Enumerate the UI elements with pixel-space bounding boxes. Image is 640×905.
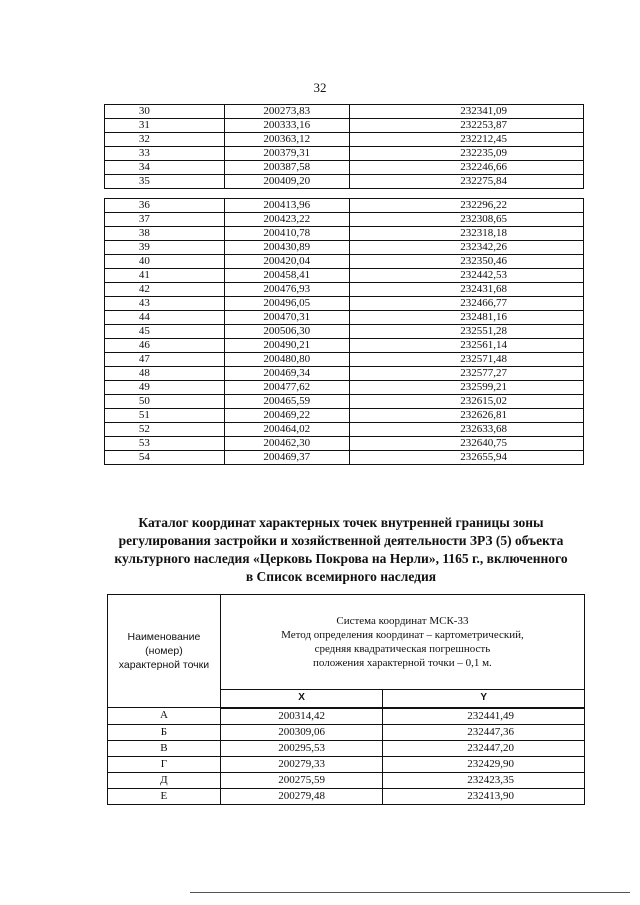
top-cell-num: 35 bbox=[105, 175, 225, 189]
top-row bbox=[105, 161, 584, 175]
point-cell-x: 200314,42 bbox=[220, 708, 383, 725]
heading-line-4: в Список всемирного наследия bbox=[245, 569, 437, 584]
catalog-heading bbox=[96, 514, 586, 586]
main-cell-num: 50 bbox=[105, 395, 225, 409]
top-cell-y: 232341,09 bbox=[349, 105, 583, 119]
main-cell-y: 232466,77 bbox=[349, 297, 583, 311]
main-cell-y: 232350,46 bbox=[349, 255, 583, 269]
main-cell-num: 53 bbox=[105, 437, 225, 451]
main-cell-x: 200506,30 bbox=[224, 325, 349, 339]
point-cell-x: 200295,53 bbox=[220, 740, 383, 756]
main-cell-y: 232633,68 bbox=[349, 423, 583, 437]
top-cell-num: 34 bbox=[105, 161, 225, 175]
main-cell-x: 200420,04 bbox=[224, 255, 349, 269]
main-row bbox=[105, 437, 584, 451]
main-cell-x: 200496,05 bbox=[224, 297, 349, 311]
main-cell-y: 232599,21 bbox=[349, 381, 583, 395]
main-cell-num: 36 bbox=[105, 199, 225, 213]
main-row bbox=[105, 339, 584, 353]
header-right-line-4: положения характерной точки – 0,1 м. bbox=[313, 657, 492, 670]
main-cell-y: 232615,02 bbox=[349, 395, 583, 409]
main-cell-y: 232577,27 bbox=[349, 367, 583, 381]
header-point-name bbox=[108, 595, 221, 708]
main-cell-num: 48 bbox=[105, 367, 225, 381]
main-cell-y: 232561,14 bbox=[349, 339, 583, 353]
main-cell-y: 232551,28 bbox=[349, 325, 583, 339]
top-cell-x: 200333,16 bbox=[224, 119, 349, 133]
main-cell-y: 232571,48 bbox=[349, 353, 583, 367]
main-cell-x: 200465,59 bbox=[224, 395, 349, 409]
main-row bbox=[105, 269, 584, 283]
main-cell-x: 200490,21 bbox=[224, 339, 349, 353]
main-cell-num: 41 bbox=[105, 269, 225, 283]
point-cell-x: 200275,59 bbox=[220, 772, 383, 788]
main-cell-y: 232318,18 bbox=[349, 227, 583, 241]
main-row bbox=[105, 255, 584, 269]
top-cell-x: 200409,20 bbox=[224, 175, 349, 189]
point-row bbox=[108, 708, 585, 725]
heading-line-3: культурного наследия «Церковь Покрова на Нерли», 1165 г., включенного bbox=[114, 551, 568, 566]
main-cell-y: 232442,53 bbox=[349, 269, 583, 283]
main-cell-num: 52 bbox=[105, 423, 225, 437]
main-cell-num: 40 bbox=[105, 255, 225, 269]
main-cell-x: 200464,02 bbox=[224, 423, 349, 437]
main-row bbox=[105, 423, 584, 437]
top-cell-y: 232253,87 bbox=[349, 119, 583, 133]
main-cell-x: 200469,34 bbox=[224, 367, 349, 381]
main-row bbox=[105, 353, 584, 367]
main-cell-y: 232431,68 bbox=[349, 283, 583, 297]
main-cell-y: 232640,75 bbox=[349, 437, 583, 451]
main-cell-num: 51 bbox=[105, 409, 225, 423]
point-cell-y: 232441,49 bbox=[383, 708, 585, 725]
main-cell-num: 43 bbox=[105, 297, 225, 311]
header-right-line-2: Метод определения координат – картометрический, bbox=[281, 629, 524, 642]
point-cell-name: Б bbox=[108, 724, 221, 740]
main-cell-y: 232296,22 bbox=[349, 199, 583, 213]
main-cell-num: 38 bbox=[105, 227, 225, 241]
point-cell-x: 200279,48 bbox=[220, 788, 383, 804]
main-row bbox=[105, 283, 584, 297]
main-row bbox=[105, 381, 584, 395]
main-cell-x: 200476,93 bbox=[224, 283, 349, 297]
top-cell-x: 200379,31 bbox=[224, 147, 349, 161]
main-row bbox=[105, 227, 584, 241]
top-cell-x: 200363,12 bbox=[224, 133, 349, 147]
main-cell-x: 200469,37 bbox=[224, 451, 349, 465]
point-row bbox=[108, 772, 585, 788]
point-cell-name: Г bbox=[108, 756, 221, 772]
main-cell-num: 47 bbox=[105, 353, 225, 367]
main-cell-y: 232342,26 bbox=[349, 241, 583, 255]
point-cell-name: Е bbox=[108, 788, 221, 804]
main-row bbox=[105, 297, 584, 311]
point-cell-x: 200309,06 bbox=[220, 724, 383, 740]
header-left-line-3: характерной точки bbox=[118, 659, 210, 671]
main-cell-x: 200430,89 bbox=[224, 241, 349, 255]
point-row bbox=[108, 740, 585, 756]
top-cell-num: 30 bbox=[105, 105, 225, 119]
point-cell-name: Д bbox=[108, 772, 221, 788]
main-cell-x: 200470,31 bbox=[224, 311, 349, 325]
main-row bbox=[105, 199, 584, 213]
coordinates-table-top bbox=[104, 104, 584, 189]
main-row bbox=[105, 409, 584, 423]
top-cell-y: 232212,45 bbox=[349, 133, 583, 147]
main-cell-y: 232626,81 bbox=[349, 409, 583, 423]
main-cell-x: 200423,22 bbox=[224, 213, 349, 227]
top-cell-y: 232235,09 bbox=[349, 147, 583, 161]
points-catalog-table bbox=[107, 594, 585, 805]
main-cell-x: 200413,96 bbox=[224, 199, 349, 213]
main-row bbox=[105, 367, 584, 381]
header-right-line-3: средняя квадратическая погрешность bbox=[314, 643, 491, 656]
main-row bbox=[105, 213, 584, 227]
main-cell-num: 42 bbox=[105, 283, 225, 297]
main-cell-num: 45 bbox=[105, 325, 225, 339]
main-cell-num: 39 bbox=[105, 241, 225, 255]
top-row bbox=[105, 105, 584, 119]
point-cell-y: 232447,36 bbox=[383, 724, 585, 740]
main-cell-x: 200410,78 bbox=[224, 227, 349, 241]
main-cell-num: 44 bbox=[105, 311, 225, 325]
main-row bbox=[105, 451, 584, 465]
main-cell-num: 46 bbox=[105, 339, 225, 353]
main-cell-y: 232481,16 bbox=[349, 311, 583, 325]
heading-line-1: Каталог координат характерных точек внутренней границы зоны bbox=[138, 515, 544, 530]
main-cell-x: 200469,22 bbox=[224, 409, 349, 423]
main-cell-x: 200480,80 bbox=[224, 353, 349, 367]
header-left-line-2: (номер) bbox=[145, 645, 183, 657]
point-cell-name: А bbox=[108, 708, 221, 725]
point-cell-x: 200279,33 bbox=[220, 756, 383, 772]
point-row bbox=[108, 724, 585, 740]
header-y: Y bbox=[383, 690, 585, 708]
top-row bbox=[105, 147, 584, 161]
point-cell-y: 232413,90 bbox=[383, 788, 585, 804]
main-cell-y: 232308,65 bbox=[349, 213, 583, 227]
top-cell-x: 200387,58 bbox=[224, 161, 349, 175]
header-left-line-1: Наименование bbox=[127, 631, 201, 643]
main-cell-num: 54 bbox=[105, 451, 225, 465]
point-cell-y: 232423,35 bbox=[383, 772, 585, 788]
header-coordinate-system bbox=[220, 595, 584, 690]
point-cell-name: В bbox=[108, 740, 221, 756]
page-number: 32 bbox=[313, 80, 327, 95]
top-cell-y: 232246,66 bbox=[349, 161, 583, 175]
top-cell-num: 32 bbox=[105, 133, 225, 147]
main-cell-y: 232655,94 bbox=[349, 451, 583, 465]
main-cell-x: 200458,41 bbox=[224, 269, 349, 283]
header-right-line-1: Система координат МСК-33 bbox=[336, 615, 469, 628]
top-cell-x: 200273,83 bbox=[224, 105, 349, 119]
header-x: X bbox=[220, 690, 383, 708]
main-cell-x: 200462,30 bbox=[224, 437, 349, 451]
top-row bbox=[105, 133, 584, 147]
main-cell-num: 49 bbox=[105, 381, 225, 395]
main-cell-x: 200477,62 bbox=[224, 381, 349, 395]
main-row bbox=[105, 325, 584, 339]
point-row bbox=[108, 788, 585, 804]
point-cell-y: 232429,90 bbox=[383, 756, 585, 772]
heading-line-2: регулирования застройки и хозяйственной деятельности ЗРЗ (5) объекта bbox=[118, 533, 564, 548]
top-cell-y: 232275,84 bbox=[349, 175, 583, 189]
top-row bbox=[105, 119, 584, 133]
coordinates-table-main bbox=[104, 198, 584, 465]
main-row bbox=[105, 395, 584, 409]
top-row bbox=[105, 175, 584, 189]
top-cell-num: 33 bbox=[105, 147, 225, 161]
scan-edge-line bbox=[190, 892, 630, 893]
point-row bbox=[108, 756, 585, 772]
point-cell-y: 232447,20 bbox=[383, 740, 585, 756]
main-row bbox=[105, 241, 584, 255]
main-cell-num: 37 bbox=[105, 213, 225, 227]
main-row bbox=[105, 311, 584, 325]
top-cell-num: 31 bbox=[105, 119, 225, 133]
